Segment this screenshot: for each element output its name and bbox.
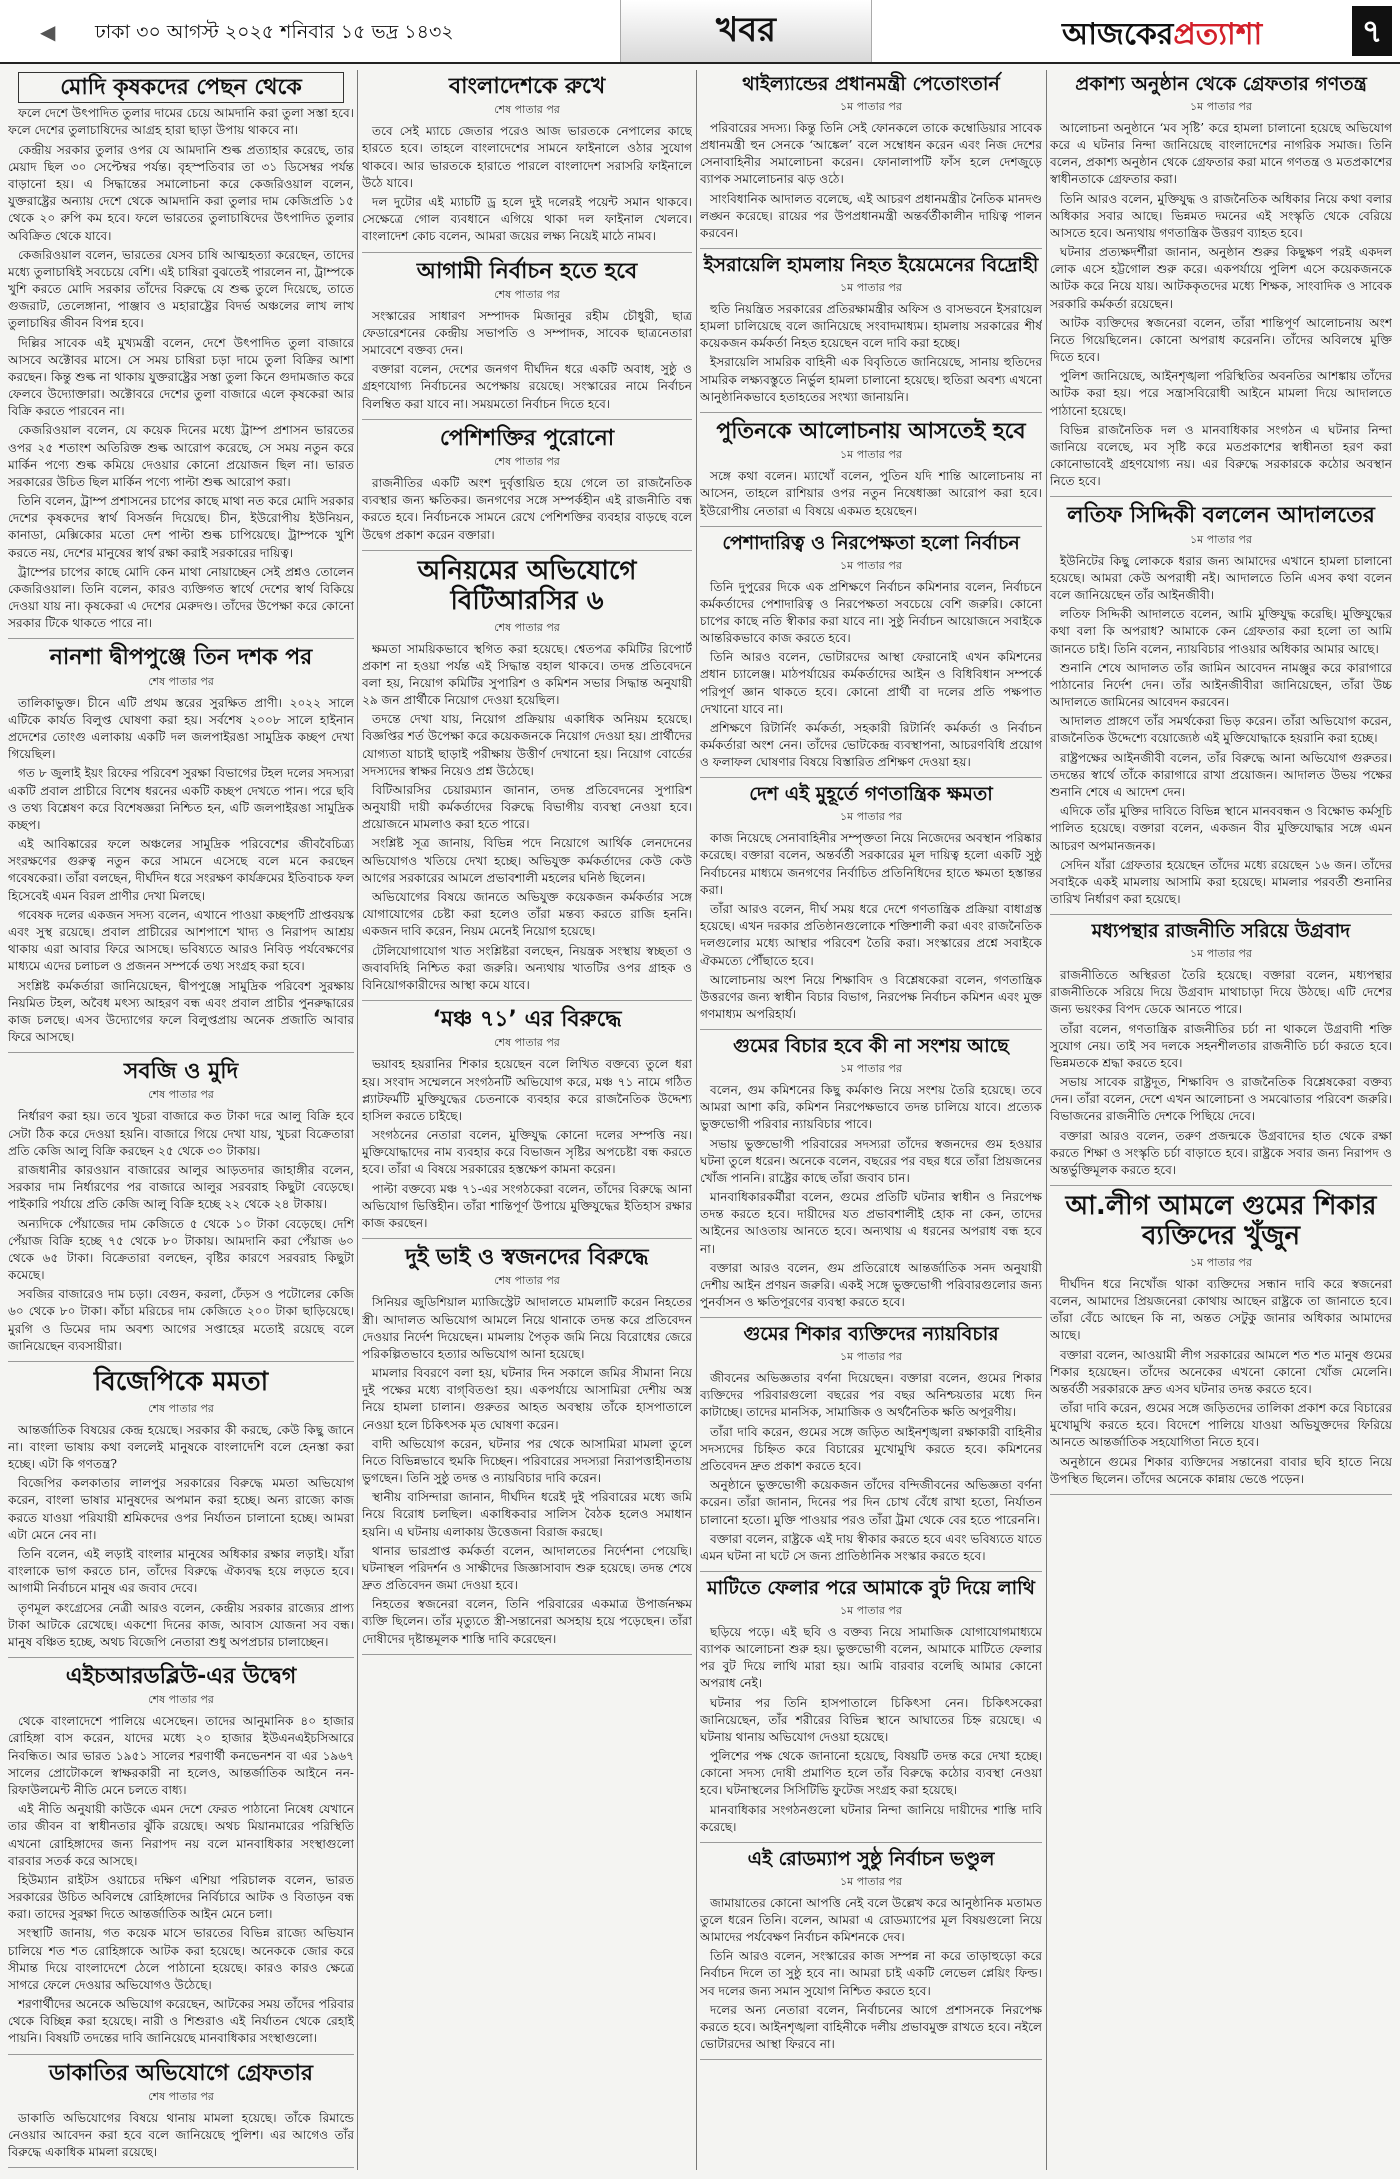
article [700,1324,1042,1572]
article-paragraph: আলোচনা অনুষ্ঠানে ‘মব সৃষ্টি’ করে হামলা চালানো হয়েছে অভিযোগ করে এ ঘটনার নিন্দা জানিয়েছে বাংলাদেশের নাগরিক সমাজ। তিনি বলেন, প্রকাশ্য অনুষ্ঠান থেকে গ্রেফতার করা মানে গণতন্ত্র ও মতপ্রকাশের স্বাধীনতাকে গ্রেফতার করা। [1050,120,1392,187]
article-paragraph: থেকে বাংলাদেশে পালিয়ে এসেছেন। তাদের আনুমানিক ৪০ হাজার রোহিঙ্গা বাস করেন, যাদের মধ্যে ২০ হাজার ইউএনএইচসিআরে নিবন্ধিত। আর ভারত ১৯৫১ সালের শরণার্থী কনভেনশন বা এর ১৯৬৭ সালের প্রোটোকলে স্বাক্ষরকারী না হলেও, আন্তর্জাতিক আইনে নন-রিফাউলমেন্ট নীতি মেনে চলতে বাধ্য। [8,1714,354,1797]
continuation-note: শেষ পাতার পর [494,1036,560,1050]
article-paragraph: লতিফ সিদ্দিকী আদালতে বলেন, আমি মুক্তিযুদ্ধ করেছি। মুক্তিযুদ্ধের কথা বলা কি অপরাধ? আমাকে কেন গ্রেফতার করা হলো তা আমি জানতে চাই। তিনি বলেন, ন্যায়বিচার পাওয়ার অধিকার আমার আছে। [1050,607,1392,656]
article-paragraph: তিনি বলেন, এই লড়াই বাংলার মানুষের অধিকার রক্ষার লড়াই। যাঁরা বাংলাকে ভাগ করতে চান, তাঁদের বিরুদ্ধে ঐক্যবদ্ধ হয়ে লড়তে হবে। আগামী নির্বাচনে মানুষ এর জবাব দেবে। [8,1546,354,1596]
article-body [700,1624,1042,1836]
article-paragraph: সিনিয়র জুডিশিয়াল ম্যাজিস্ট্রেট আদালতে মামলাটি করেন নিহতের স্ত্রী। আদালত অভিযোগ আমলে নিয়ে থানাকে তদন্ত করে প্রতিবেদন দেওয়ার নির্দেশ দিয়েছেন। মামলায় পৈতৃক জমি নিয়ে বিরোধের জেরে পরিকল্পিতভাবে হত্যার অভিযোগ আনা হয়েছে। [362,1295,692,1361]
masthead [0,0,1400,64]
article [700,1849,1042,2060]
article-paragraph: তিনি আরও বলেন, মুক্তিযুদ্ধ ও রাজনৈতিক অধিকার নিয়ে কথা বলার অধিকার সবার আছে। ভিন্নমত দমনের এই সংস্কৃতি থেকে বেরিয়ে আসতে হবে। অন্যথায় গণতান্ত্রিক উত্তরণ ব্যাহত হবে। [1050,191,1392,240]
article-body [8,1422,354,1651]
article-body [700,579,1042,772]
article-paragraph: পুলিশের পক্ষ থেকে জানানো হয়েছে, বিষয়টি তদন্ত করে দেখা হচ্ছে। কোনো সদস্য দোষী প্রমাণিত হলে তাঁর বিরুদ্ধে কঠোর ব্যবস্থা নেওয়া হবে। ঘটনাস্থলের সিসিটিভি ফুটেজ সংগ্রহ করা হয়েছে। [700,1749,1042,1798]
article [700,255,1042,413]
article-paragraph: এদিকে তাঁর মুক্তির দাবিতে বিভিন্ন স্থানে মানববন্ধন ও বিক্ষোভ কর্মসূচি পালিত হয়েছে। বক্তারা বলেন, একজন বীর মুক্তিযোদ্ধার সঙ্গে এমন আচরণ অপমানজনক। [1050,804,1392,853]
article-paragraph: সংশ্লিষ্ট কর্মকর্তারা জানিয়েছেন, দ্বীপপুঞ্জে সামুদ্রিক পরিবেশ সুরক্ষায় নিয়মিত টহল, অবৈধ মৎস্য আহরণ বন্ধ এবং প্রবাল প্রাচীর পুনরুদ্ধারের কাজ চলছে। এসব উদ্যোগের ফলে বিলুপ্তপ্রায় অনেক প্রজাতি আবার ফিরে আসছে। [8,978,354,1045]
continuation-note: ১ম পাতার পর [840,558,902,572]
article-paragraph: আটক ব্যক্তিদের স্বজনেরা বলেন, তাঁরা শান্তিপূর্ণ আলোচনায় অংশ নিতে গিয়েছিলেন। কোনো অপরাধ করেননি। তাঁদের অবিলম্বে মুক্তি দিতে হবে। [1050,315,1392,365]
article-paragraph: তিনি বলেন, ট্রাম্প প্রশাসনের চাপের কাছে মাথা নত করে মোদি সরকার দেশের কৃষকদের স্বার্থ বিসর্জন দিয়েছে। চীন, ইউরোপীয় ইউনিয়ন, কানাডা, মেক্সিকোর মতো দেশ পাল্টা শুল্ক চাপিয়েছে। ট্রাম্পকে খুশি করতে নয়, দেশের মানুষের স্বার্থ রক্ষা করাই সরকারের দায়িত্ব। [8,494,354,560]
article-body [700,301,1042,406]
continuation-note: ১ম পাতার পর [1190,947,1252,961]
column-4 [1050,70,1392,2170]
article-paragraph: বিভিন্ন রাজনৈতিক দল ও মানবাধিকার সংগঠন এ ঘটনার নিন্দা জানিয়ে বলেছে, মব সৃষ্টি করে মতপ্রকাশের স্বাধীনতা হরণ করা কোনোভাবেই গ্রহণযোগ্য নয়। এর বিরুদ্ধে সরকারকে কঠোর অবস্থান নিতে হবে। [1050,422,1392,489]
article-paragraph: তিনি আরও বলেন, সংস্কারের কাজ সম্পন্ন না করে তাড়াহুড়ো করে নির্বাচন দিলে তা সুষ্ঠু হবে না। আমরা চাই একটি লেভেল প্লেয়িং ফিল্ড। সব দলের জন্য সমান সুযোগ নিশ্চিত করতে হবে। [700,1949,1042,1998]
article [700,1578,1042,1843]
article-paragraph: বিজেপির কলকাতার লালপুর সরকারের বিরুদ্ধে মমতা অভিযোগ করেন, বাংলা ভাষার মানুষদের অপমান করা হচ্ছে। অন্য রাজ্যে কাজ করতে যাওয়া পরিযায়ী শ্রমিকদের ওপর নির্যাতন চালানো হচ্ছে। আমরা এটা মেনে নেব না। [8,1476,354,1542]
article-paragraph: দলের অন্য নেতারা বলেন, নির্বাচনের আগে প্রশাসনকে নিরপেক্ষ করতে হবে। আইনশৃঙ্খলা বাহিনীকে দলীয় প্রভাবমুক্ত রাখতে হবে। নইলে ভোটারদের আস্থা ফিরবে না। [700,2002,1042,2052]
article-paragraph: আন্তর্জাতিক বিষয়ের কেন্দ্র হয়েছে। সরকার কী করছে, কেউ কিছু জানে না। বাংলা ভাষায় কথা বললেই মানুষকে বাংলাদেশি বলে হেনস্তা করা হচ্ছে। এটা কি গণতন্ত্র? [8,1422,354,1472]
article-paragraph: হিউম্যান রাইটস ওয়াচের দক্ষিণ এশিয়া পরিচালক বলেন, ভারত সরকারের উচিত অবিলম্বে রোহিঙ্গাদের নির্বিচারে আটক ও বিতাড়ন বন্ধ করা। তাদের সুরক্ষা দিতে আন্তর্জাতিক আইন মেনে চলা। [8,1872,354,1922]
column-2 [362,70,692,2170]
article-body [8,1713,354,2047]
article-headline[interactable]: অনিয়মের অভিযোগে বিটিআরসির ৬ [417,555,637,616]
article-paragraph: তবে সেই ম্যাচে জেতার পরেও আজ ভারতকে নেপালের কাছে হারতে হবে। তাহলে বাংলাদেশের সামনে ফাইনালে ওঠার সুযোগ থাকবে। আর ভারতকে হারাতে পারলে বাংলাদেশ সরাসরি ফাইনালে উঠে যাবে। [362,124,692,190]
article-headline[interactable]: এইচআরডব্লিউ-এর উদ্বেগ [65,1664,297,1690]
article-headline[interactable]: থাইল্যান্ডের প্রধানমন্ত্রী পেতোংতার্ন [742,73,1000,95]
article-paragraph: ক্ষমতা সাময়িকভাবে স্থগিত করা হয়েছে। শ্বেতপত্র কমিটির রিপোর্ট প্রকাশ না হওয়া পর্যন্ত এই সিদ্ধান্ত বহাল থাকবে। তদন্ত প্রতিবেদনে বলা হয়, নিয়োগ কমিটির সুপারিশ ও কমিশন সভার সিদ্ধান্ত অনুযায়ী ২৯ জন প্রার্থীকে নিয়োগ দেওয়া হয়েছিল। [362,641,692,708]
article-body [700,1082,1042,1311]
article-paragraph: সংগঠনের নেতারা বলেন, মুক্তিযুদ্ধ কোনো দলের সম্পত্তি নয়। মুক্তিযোদ্ধাদের নাম ব্যবহার করে বিভাজন সৃষ্টির অপচেষ্টা বন্ধ করতে হবে। তাঁরা এ বিষয়ে সরকারের হস্তক্ষেপ কামনা করেন। [362,1128,692,1177]
article-headline[interactable]: মধ্যপন্থার রাজনীতি সরিয়ে উগ্রবাদ [1091,920,1351,943]
continuation-note: ১ম পাতার পর [840,1062,902,1076]
article [700,533,1042,779]
article-body [362,308,692,413]
article [8,72,354,639]
article-body [1050,967,1392,1179]
continuation-note: ১ম পাতার পর [840,280,902,294]
article-body [8,695,354,1046]
article-paragraph: তিনি দুপুরের দিকে এক প্রশিক্ষণে নির্বাচন কমিশনার বলেন, নির্বাচনে কর্মকর্তাদের পেশাদারিত্ব ও নিরপেক্ষতা সবচেয়ে বেশি জরুরি। কোনো চাপের কাছে নতি স্বীকার করা যাবে না। সুষ্ঠু নির্বাচন আয়োজনে সবাইকে আন্তরিকভাবে কাজ করতে হবে। [700,579,1042,646]
article-headline[interactable]: লতিফ সিদ্দিকী বললেন আদালতের [1067,503,1375,529]
article-paragraph: কেজরিওয়াল বলেন, ভারতের যেসব চাষি আত্মহত্যা করেছেন, তাদের মধ্যে তুলাচাষিই সবচেয়ে বেশি। এই চাষিরা বুঝতেই পারলেন না, ট্রাম্পকে খুশি করতে মোদি সরকার তাঁদের বিরুদ্ধে যে শুল্ক তুলে দিয়েছে, তাতে গুজরাট, তেলেঙ্গানা, পাঞ্জাব ও মহারাষ্ট্রের বিদর্ভ অঞ্চলের লাখ লাখ তুলাচাষির জীবন বিপন্ন হবে। [8,247,354,331]
article-paragraph: অনুষ্ঠানে ভুক্তভোগী কয়েকজন তাঁদের বন্দিজীবনের অভিজ্ঞতা বর্ণনা করেন। তাঁরা জানান, দিনের পর দিন চোখ বেঁধে রাখা হতো, নির্যাতন চালানো হতো। মুক্তি পাওয়ার পরও তাঁরা ট্রমা থেকে বের হতে পারেননি। [700,1478,1042,1527]
article [1050,503,1392,915]
newspaper-logo [1062,10,1262,61]
article-body [362,475,692,544]
continuation-note: শেষ পাতার পর [494,287,560,301]
article-body [8,105,354,632]
article-paragraph: মানবাধিকারকর্মীরা বলেন, গুমের প্রতিটি ঘটনার স্বাধীন ও নিরপেক্ষ তদন্ত করতে হবে। দায়ীদের যত প্রভাবশালীই হোক না কেন, তাদের আইনের আওতায় আনতে হবে। অন্যথায় এ ধরনের অপরাধ বন্ধ হবে না। [700,1190,1042,1256]
article [700,74,1042,249]
column-divider [696,70,697,2170]
article-paragraph: জীবনের অভিজ্ঞতার বর্ণনা দিয়েছেন। বক্তারা বলেন, গুমের শিকার ব্যক্তিদের পরিবারগুলো বছরের পর বছর অনিশ্চয়তার মধ্যে দিন কাটাচ্ছে। তাদের মানসিক, সামাজিক ও অর্থনৈতিক ক্ষতি অপূরণীয়। [700,1371,1042,1420]
article-paragraph: বক্তারা বলেন, আওয়ামী লীগ সরকারের আমলে শত শত মানুষ গুমের শিকার হয়েছেন। তাঁদের অনেকের এখনো কোনো খোঁজ মেলেনি। অন্তর্বর্তী সরকারকে দ্রুত এসব ঘটনার তদন্ত করতে হবে। [1050,1347,1392,1396]
article-paragraph: তিনি আরও বলেন, ভোটারদের আস্থা ফেরানোই এখন কমিশনের প্রধান চ্যালেঞ্জ। মাঠপর্যায়ের কর্মকর্তাদের আইন ও বিধিবিধান সম্পর্কে পরিপূর্ণ জ্ঞান থাকতে হবে। কোনো প্রার্থী বা দলের প্রতি পক্ষপাত দেখানো যাবে না। [700,650,1042,716]
article-paragraph: সভায় সাবেক রাষ্ট্রদূত, শিক্ষাবিদ ও রাজনৈতিক বিশ্লেষকেরা বক্তব্য দেন। তাঁরা বলেন, দেশে এখন আলোচনা ও সমঝোতার পরিবেশ জরুরি। বিভাজনের রাজনীতি দেশকে পিছিয়ে দেবে। [1050,1075,1392,1124]
article-paragraph: দিল্লির সাবেক এই মুখ্যমন্ত্রী বলেন, দেশে উৎপাদিত তুলা বাজারে আসবে অক্টোবর মাসে। সে সময় চাষিরা চড়া দামে তুলা বিক্রির আশা করছেন। কিন্তু শুল্ক না থাকায় যুক্তরাষ্ট্রের সস্তা তুলা কিনে গুদামজাত করে ফেলবে উদ্যোক্তারা। অক্টোবরে দেশের তুলা বাজারে এলে কৃষকেরা আর বিক্রি করতে পারবেন না। [8,335,354,419]
issue-date: ঢাকা ৩০ আগস্ট ২০২৫ শনিবার ১৫ ভদ্র ১৪৩২ [95,21,454,43]
article-paragraph: মানবাধিকার সংগঠনগুলো ঘটনার নিন্দা জানিয়ে দায়ীদের শাস্তি দাবি করেছে। [700,1802,1042,1834]
article-paragraph: অন্যদিকে পেঁয়াজের দাম কেজিতে ৫ থেকে ১০ টাকা বেড়েছে। দেশি পেঁয়াজ বিক্রি হচ্ছে ৭৫ থেকে ৮০ টাকায়। আমদানি করা পেঁয়াজ ৬০ থেকে ৬৫ টাকা। বিক্রেতারা বলছেন, বৃষ্টির কারণে সরবরাহ কিছুটা কমেছে। [8,1216,354,1283]
article-paragraph: টেলিযোগাযোগ খাত সংশ্লিষ্টরা বলছেন, নিয়ন্ত্রক সংস্থায় স্বচ্ছতা ও জবাবদিহি নিশ্চিত করা জরুরি। অন্যথায় খাতটির ওপর গ্রাহক ও বিনিয়োগকারীদের আস্থা কমে যাবে। [362,943,692,992]
article-paragraph: বিটিআরসির চেয়ারম্যান জানান, তদন্ত প্রতিবেদনের সুপারিশ অনুযায়ী দায়ী কর্মকর্তাদের বিরুদ্ধে বিভাগীয় ব্যবস্থা নেওয়া হবে। প্রয়োজনে মামলাও করা হতে পারে। [362,782,692,832]
article-headline[interactable]: ডাকাতির অভিযোগে গ্রেফতার [49,2060,313,2086]
article-paragraph: এই আবিষ্কারের ফলে অঞ্চলের সামুদ্রিক পরিবেশের জীববৈচিত্র্য সংরক্ষণের গুরুত্ব নতুন করে সামনে এসেছে বলে মনে করছেন গবেষকেরা। তাঁরা বলছেন, দীর্ঘদিন ধরে সংরক্ষণ কার্যক্রমের ইতিবাচক ফল হিসেবেই এমন বিরল প্রাণীর দেখা মিলছে। [8,837,354,903]
article-headline[interactable]: নানশা দ্বীপপুঞ্জে তিন দশক পর [49,645,313,671]
article-paragraph: ডাকাতি অভিযোগের বিষয়ে থানায় মামলা হয়েছে। তাঁকে রিমান্ডে নেওয়ার আবেদন করা হবে বলে জানিয়েছে পুলিশ। এর আগেও তাঁর বিরুদ্ধে একাধিক মামলা রয়েছে। [8,2110,354,2160]
continuation-note: শেষ পাতার পর [494,103,560,117]
article-paragraph: তাঁরা আরও বলেন, দীর্ঘ সময় ধরে দেশে গণতান্ত্রিক প্রক্রিয়া বাধাগ্রস্ত হয়েছে। এখন দরকার প্রতিষ্ঠানগুলোকে শক্তিশালী করা এবং রাজনৈতিক দলগুলোর মধ্যে আস্থার পরিবেশ তৈরি করা। সংস্কারের প্রশ্নে সবাইকে ঐকমত্যে পৌঁছাতে হবে। [700,902,1042,968]
article-paragraph: গত ৮ জুলাই ইয়ং রিফের পরিবেশ সুরক্ষা বিভাগের টহল দলের সদস্যরা একটি প্রবাল প্রাচীরে বিশেষ ধরনের একটি কচ্ছপ দেখতে পান। পরে ছবি ও তথ্য বিশ্লেষণ করে বিশেষজ্ঞরা নিশ্চিত হন, এটি জলপাইরঙা সামুদ্রিক কচ্ছপ। [8,766,354,832]
column-divider [1046,70,1047,2170]
continuation-note: ১ম পাতার পর [840,99,902,113]
continuation-note: ১ম পাতার পর [840,1603,902,1617]
article-paragraph: বাদী অভিযোগ করেন, ঘটনার পর থেকে আসামিরা মামলা তুলে নিতে বিভিন্নভাবে হুমকি দিচ্ছেন। পরিবারের সদস্যরা নিরাপত্তাহীনতায় ভুগছেন। তিনি সুষ্ঠু তদন্ত ও ন্যায়বিচার দাবি করেন। [362,1436,692,1486]
article-paragraph: সেদিন যাঁরা গ্রেফতার হয়েছেন তাঁদের মধ্যে রয়েছেন ১৬ জন। তাঁদের সবাইকে একই মামলায় আসামি করা হয়েছে। মামলার পরবর্তী শুনানির তারিখ নির্ধারণ করা হয়েছে। [1050,857,1392,907]
article-headline[interactable]: দুই ভাই ও স্বজনদের বিরুদ্ধে [405,1245,649,1271]
article-paragraph: হুতি নিয়ন্ত্রিত সরকারের প্রতিরক্ষামন্ত্রীর অফিস ও বাসভবনে ইসরায়েল হামলা চালিয়েছে বলে জানিয়েছে সংবাদমাধ্যম। হামলায় সরকারের শীর্ষ কয়েকজন কর্মকর্তা নিহত হয়েছেন বলে দাবি করা হচ্ছে। [700,301,1042,351]
article-body [1050,553,1392,908]
article-paragraph: দীর্ঘদিন ধরে নিখোঁজ থাকা ব্যক্তিদের সন্ধান দাবি করে স্বজনেরা বলেন, আমাদের প্রিয়জনেরা কোথায় আছেন রাষ্ট্রকে তা জানাতে হবে। তাঁরা বেঁচে আছেন কি না, অন্তত সেটুকু জানার অধিকার আমাদের আছে। [1050,1276,1392,1343]
section-title: খবর [620,0,872,62]
article-paragraph: ইসরায়েলি সামরিক বাহিনী এক বিবৃতিতে জানিয়েছে, সানায় হুতিদের সামরিক লক্ষ্যবস্তুতে নির্ভুল হামলা চালানো হয়েছে। হুতিরা অবশ্য এখনো আনুষ্ঠানিকভাবে হতাহতের সংখ্যা জানায়নি। [700,355,1042,404]
article-paragraph: তাঁরা দাবি করেন, গুমের সঙ্গে জড়িতদের তালিকা প্রকাশ করে বিচারের মুখোমুখি করতে হবে। বিদেশে পালিয়ে যাওয়া অভিযুক্তদের ফিরিয়ে আনতে আন্তর্জাতিক সহযোগিতা নিতে হবে। [1050,1401,1392,1450]
article-paragraph: বক্তারা আরও বলেন, গুম প্রতিরোধে আন্তর্জাতিক সনদ অনুযায়ী দেশীয় আইন প্রণয়ন জরুরি। একই সঙ্গে ভুক্তভোগী পরিবারগুলোর জন্য পুনর্বাসন ও ক্ষতিপূরণের ব্যবস্থা করতে হবে। [700,1260,1042,1310]
column-1 [8,70,354,2170]
article [362,259,692,420]
article-paragraph: সঙ্গে কথা বলেন। ম্যাখোঁ বলেন, পুতিন যদি শান্তি আলোচনায় না আসেন, তাহলে রাশিয়ার ওপর নতুন নিষেধাজ্ঞা আরোপ করা হবে। ইউরোপীয় নেতারা এ বিষয়ে একমত হয়েছেন। [700,469,1042,518]
continuation-note: ১ম পাতার পর [840,810,902,824]
article [1050,74,1392,497]
article-paragraph: ভয়াবহ হয়রানির শিকার হয়েছেন বলে লিখিত বক্তব্যে তুলে ধরা হয়। সংবাদ সম্মেলনে সংগঠনটি অভিযোগ করে, মঞ্চ ৭১ নামে গঠিত প্ল্যাটফর্মটি মুক্তিযুদ্ধের চেতনাকে ব্যবহার করে রাজনৈতিক উদ্দেশ্য হাসিল করতে চাইছে। [362,1057,692,1123]
article-paragraph: বলেন, গুম কমিশনের কিছু কর্মকাণ্ড নিয়ে সংশয় তৈরি হয়েছে। তবে আমরা আশা করি, কমিশন নিরপেক্ষভাবে তদন্ত চালিয়ে যাবে। প্রত্যেক ভুক্তভোগী পরিবার ন্যায়বিচার পাবে। [700,1083,1042,1132]
article-headline[interactable]: গুমের বিচার হবে কী না সংশয় আছে [733,1035,1009,1058]
article-paragraph: বক্তারা বলেন, দেশের জনগণ দীর্ঘদিন ধরে একটি অবাধ, সুষ্ঠু ও গ্রহণযোগ্য নির্বাচনের অপেক্ষায় রয়েছে। সংস্কারের নামে নির্বাচন বিলম্বিত করা যাবে না। সময়মতো নির্বাচন দিতে হবে। [362,362,692,411]
article-paragraph: ঘটনার প্রত্যক্ষদর্শীরা জানান, অনুষ্ঠান শুরুর কিছুক্ষণ পরই একদল লোক এসে হট্টগোল শুরু করে। একপর্যায়ে পুলিশ এসে কয়েকজনকে আটক করে নিয়ে যায়। আটককৃতদের মধ্যে শিক্ষক, সাংবাদিক ও সাবেক সরকারি কর্মকর্তা রয়েছেন। [1050,245,1392,311]
article-paragraph: তাঁরা দাবি করেন, গুমের সঙ্গে জড়িত আইনশৃঙ্খলা রক্ষাকারী বাহিনীর সদস্যদের চিহ্নিত করে বিচারের মুখোমুখি করতে হবে। কমিশনের প্রতিবেদন দ্রুত প্রকাশ করতে হবে। [700,1424,1042,1473]
continuation-note: ১ম পাতার পর [840,1350,902,1364]
article-body [1050,1276,1392,1488]
article-paragraph: রাষ্ট্রপক্ষের আইনজীবী বলেন, তাঁর বিরুদ্ধে আনা অভিযোগ গুরুতর। তদন্তের স্বার্থে তাঁকে কারাগারে রাখা প্রয়োজন। আদালত উভয় পক্ষের শুনানি শেষে এ আদেশ দেন। [1050,750,1392,799]
article [8,1368,354,1658]
article-body [362,641,692,994]
article-paragraph: দল দুটোর এই ম্যাচটি ড্র হলে দুই দলেরই পয়েন্ট সমান থাকবে। সেক্ষেত্রে গোল ব্যবধানে এগিয়ে থাকা দল ফাইনাল খেলবে। বাংলাদেশ কোচ বলেন, আমরা জয়ের লক্ষ্য নিয়েই মাঠে নামব। [362,194,692,244]
article-paragraph: মামলার বিবরণে বলা হয়, ঘটনার দিন সকালে জমির সীমানা নিয়ে দুই পক্ষের মধ্যে বাগ্‌বিতণ্ডা হয়। একপর্যায়ে আসামিরা দেশীয় অস্ত্র নিয়ে হামলা চালান। গুরুতর আহত অবস্থায় তাঁকে হাসপাতালে নেওয়া হলে চিকিৎসক মৃত ঘোষণা করেন। [362,1366,692,1432]
article-headline[interactable]: ইসরায়েলি হামলায় নিহত ইয়েমেনের বিদ্রোহী [703,254,1039,277]
article-paragraph: অভিযোগের বিষয়ে জানতে অভিযুক্ত কয়েকজন কর্মকর্তার সঙ্গে যোগাযোগের চেষ্টা করা হলেও তাঁরা মন্তব্য করতে রাজি হননি। একজন দাবি করেন, নিয়ম মেনেই নিয়োগ হয়েছে। [362,890,692,939]
continuation-note: শেষ পাতার পর [148,1088,214,1102]
article-body [700,830,1042,1023]
article [8,645,354,1053]
article-body [700,1370,1042,1565]
article-headline[interactable]: পেশিশক্তির পুরোনো [439,425,615,451]
article-headline[interactable]: বাংলাদেশকে রুখে [448,74,606,99]
article-paragraph: বক্তারা বলেন, রাষ্ট্রকে এই দায় স্বীকার করতে হবে এবং ভবিষ্যতে যাতে এমন ঘটনা না ঘটে সে জন্য প্রাতিষ্ঠানিক সংস্কার করতে হবে। [700,1531,1042,1563]
continuation-note: শেষ পাতার পর [148,1693,214,1707]
article-headline[interactable]: পেশাদারিত্ব ও নিরপেক্ষতা হলো নির্বাচন [722,531,1020,554]
article-paragraph: সবজির বাজারেও দাম চড়া। বেগুন, করলা, ঢেঁড়স ও পটোলের কেজি ৬০ থেকে ৮০ টাকা। কাঁচা মরিচের দাম কেজিতে ২০০ টাকা ছাড়িয়েছে। মুরগি ও ডিমের দাম অবশ্য আগের সপ্তাহের মতোই রয়েছে বলে জানিয়েছেন ব্যবসায়ীরা। [8,1287,354,1353]
logo-part-1: আজকের [1062,17,1174,52]
article-body [8,2110,354,2162]
article [700,1036,1042,1318]
article-paragraph: পরিবারের সদস্য। কিন্তু তিনি সেই ফোনকলে তাকে কম্বোডিয়ার সাবেক প্রধানমন্ত্রী হুন সেনকে ‘আঙ্কেল’ বলে সম্বোধন করেন এবং নিজ দেশের সেনাবাহিনীর সমালোচনা করেন। ফোনালাপটি ফাঁস হলে দেশজুড়ে ব্যাপক সমালোচনার ঝড় ওঠে। [700,120,1042,187]
article-paragraph: নিহতের স্বজনেরা বলেন, তিনি পরিবারের একমাত্র উপার্জনক্ষম ব্যক্তি ছিলেন। তাঁর মৃত্যুতে স্ত্রী-সন্তানেরা অসহায় হয়ে পড়েছেন। তাঁরা দোষীদের দৃষ্টান্তমূলক শাস্তি দাবি করেছেন। [362,1597,692,1646]
continuation-note: শেষ পাতার পর [148,674,214,688]
article-headline[interactable]: মোদি কৃষকদের পেছন থেকে [18,72,344,103]
article-paragraph: সংস্থাটি জানায়, গত কয়েক মাসে ভারতের বিভিন্ন রাজ্যে অভিযান চালিয়ে শত শত রোহিঙ্গাকে আটক করা হয়েছে। অনেককে জোর করে সীমান্ত দিয়ে বাংলাদেশে ঠেলে পাঠানো হয়েছে। কারও কারও ক্ষেত্রে সাগরে ফেলে দেওয়ার অভিযোগও উঠেছে। [8,1926,354,1992]
continuation-note: ১ম পাতার পর [1190,99,1252,113]
article-headline[interactable]: ‘মঞ্চ ৭১’ এর বিরুদ্ধে [432,1007,622,1033]
article-paragraph: সভায় ভুক্তভোগী পরিবারের সদস্যরা তাঁদের স্বজনদের গুম হওয়ার ঘটনা তুলে ধরেন। অনেকে বলেন, বছরের পর বছর ধরে তাঁরা প্রিয়জনের খোঁজ পাননি। রাষ্ট্রের কাছে তাঁরা জবাব চান। [700,1136,1042,1185]
article-paragraph: তাঁরা বলেন, গণতান্ত্রিক রাজনীতির চর্চা না থাকলে উগ্রবাদী শক্তি সুযোগ নেয়। তাই সব দলকে সহনশীলতার রাজনীতি চর্চা করতে হবে। ভিন্নমতকে শ্রদ্ধা করতে হবে। [1050,1021,1392,1070]
article-body [700,1895,1042,2054]
article-paragraph: কেজরিওয়াল বলেন, যে কয়েক দিনের মধ্যে ট্রাম্প প্রশাসন ভারতের ওপর ২৫ শতাংশ অতিরিক্ত শুল্ক আরোপ করেছে, সে সময় নতুন করে মার্কিন পণ্যে শুল্ক কমিয়ে দেওয়ার কোনো প্রয়োজন ছিল না। ভারত সরকারের উচিত ছিল মার্কিন পণ্যে পাল্টা শুল্ক আরোপ করা। [8,423,354,489]
article [362,557,692,1001]
continuation-note: ১ম পাতার পর [840,448,902,462]
article [1050,1192,1392,1495]
page-number: ৭ [1352,6,1392,56]
article [362,1007,692,1239]
article-paragraph: পুলিশ জানিয়েছে, আইনশৃঙ্খলা পরিস্থিতির অবনতির আশঙ্কায় তাঁদের আটক করা হয়। পরে সন্ত্রাসবিরোধী আইনে মামলা দিয়ে আদালতে পাঠানো হয়েছে। [1050,369,1392,418]
article-headline[interactable]: গুমের শিকার ব্যক্তিদের ন্যায়বিচার [743,1323,999,1346]
column-3 [700,70,1042,2170]
article-paragraph: রাজনীতিতে অস্থিরতা তৈরি হয়েছে। বক্তারা বলেন, মধ্যপন্থার রাজনীতিকে সরিয়ে দিয়ে উগ্রবাদ মাথাচাড়া দিয়ে উঠছে। এটি দেশের জন্য ভয়ংকর বিপদ ডেকে আনতে পারে। [1050,968,1392,1017]
continuation-note: ১ম পাতার পর [840,1874,902,1888]
page-curl-icon: ◀ [40,20,56,44]
article-paragraph: রাজনীতির একটি অংশ দুর্বৃত্তায়িত হয়ে গেলে তা রাজনৈতিক ব্যবস্থার জন্য ক্ষতিকর। জনগণের সঙ্গে সম্পর্কহীন এই রাজনীতি বন্ধ করতে হবে। নির্বাচনকে সামনে রেখে পেশিশক্তির ব্যবহার বাড়ছে বলে উদ্বেগ প্রকাশ করেন বক্তারা। [362,476,692,542]
article-paragraph: কাজ নিয়েছে সেনাবাহিনীর সম্পৃক্ততা নিয়ে নিজেদের অবস্থান পরিষ্কার করেছে। বক্তারা বলেন, অন্তর্বর্তী সরকারের মূল দায়িত্ব হলো একটি সুষ্ঠু নির্বাচনের মাধ্যমে জনগণের নির্বাচিত প্রতিনিধিদের হাতে ক্ষমতা হস্তান্তর করা। [700,831,1042,897]
article-paragraph: আদালত প্রাঙ্গণে তাঁর সমর্থকেরা ভিড় করেন। তাঁরা অভিযোগ করেন, রাজনৈতিক উদ্দেশ্যে বয়োজ্যেষ্ঠ এই মুক্তিযোদ্ধাকে হয়রানি করা হচ্ছে। [1050,714,1392,746]
article-paragraph: পাল্টা বক্তব্যে মঞ্চ ৭১-এর সংগঠকেরা বলেন, তাঁদের বিরুদ্ধে আনা অভিযোগ ভিত্তিহীন। তাঁরা শান্তিপূর্ণ উপায়ে মুক্তিযুদ্ধের ইতিহাস রক্ষার কাজ করছেন। [362,1181,692,1230]
article-paragraph: স্থানীয় বাসিন্দারা জানান, দীর্ঘদিন ধরেই দুই পরিবারের মধ্যে জমি নিয়ে বিরোধ চলছিল। একাধিকবার সালিস বৈঠক হলেও সমাধান হয়নি। এ ঘটনায় এলাকায় উত্তেজনা বিরাজ করছে। [362,1490,692,1539]
article-headline[interactable]: এই রোডম্যাপ সুষ্ঠু নির্বাচন ভণ্ডুল [747,1847,995,1870]
article-paragraph: গবেষক দলের একজন সদস্য বলেন, এখানে পাওয়া কচ্ছপটি প্রাপ্তবয়স্ক এবং সুস্থ রয়েছে। প্রবাল প্রাচীরের আশপাশে খাদ্য ও নিরাপদ আশ্রয় থাকায় এরা আবার ফিরে আসছে। ভবিষ্যতে আরও নিবিড় পর্যবেক্ষণের মাধ্যমে এদের চলাচল ও প্রজনন সম্পর্কে তথ্য সংগ্রহ করা হবে। [8,907,354,974]
article-paragraph: নির্ধারণ করা হয়। তবে খুচরা বাজারে কত টাকা দরে আলু বিক্রি হবে সেটা ঠিক করে দেওয়া হয়নি। বাজারে গিয়ে দেখা যায়, খুচরা বিক্রেতারা প্রতি কেজি আলু বিক্রি করছেন ২৫ থেকে ৩০ টাকায়। [8,1109,354,1158]
article-paragraph: জামায়াতের কোনো আপত্তি নেই বলে উল্লেখ করে আনুষ্ঠানিক মতামত তুলে ধরেন তিনি। বলেন, আমরা এ রোডম্যাপের মূল বিষয়গুলো নিয়ে আমাদের পর্যবেক্ষণ নির্বাচন কমিশনকে দেব। [700,1895,1042,1945]
article-paragraph: শরণার্থীদের অনেকে অভিযোগ করেছেন, আটকের সময় তাঁদের পরিবার থেকে বিচ্ছিন্ন করা হয়েছে। নারী ও শিশুরাও এই নির্যাতন থেকে রেহাই পায়নি। বিষয়টি তদন্তের দাবি জানিয়েছে মানবাধিকার সংস্থাগুলো। [8,1997,354,2046]
article-headline[interactable]: প্রকাশ্য অনুষ্ঠান থেকে গ্রেফতার গণতন্ত্র [1075,73,1367,95]
article-paragraph: এই নীতি অনুযায়ী কাউকে এমন দেশে ফেরত পাঠানো নিষেধ যেখানে তার জীবন বা স্বাধীনতার ঝুঁকি রয়েছে। অথচ মিয়ানমারের পরিস্থিতি এখনো রোহিঙ্গাদের জন্য নিরাপদ নয় বলে মানবাধিকার সংস্থাগুলো বারবার সতর্ক করে আসছে। [8,1802,354,1868]
article [362,426,692,551]
continuation-note: শেষ পাতার পর [148,2089,214,2103]
article-paragraph: সংশ্লিষ্ট সূত্র জানায়, বিভিন্ন পদে নিয়োগে আর্থিক লেনদেনের অভিযোগও খতিয়ে দেখা হচ্ছে। অভিযুক্ত কর্মকর্তাদের কেউ কেউ আগের সরকারের আমলে প্রভাবশালী মহলের ঘনিষ্ঠ ছিলেন। [362,836,692,885]
column-divider [357,70,358,2170]
continuation-note: শেষ পাতার পর [494,620,560,634]
continuation-note: শেষ পাতার পর [494,455,560,469]
article-paragraph: ছড়িয়ে পড়ে। এই ছবি ও বক্তব্য নিয়ে সামাজিক যোগাযোগমাধ্যমে ব্যাপক আলোচনা শুরু হয়। ভুক্তভোগী বলেন, আমাকে মাটিতে ফেলার পর বুট দিয়ে লাথি মারা হয়। আমি বারবার বলেছি আমার কোনো অপরাধ নেই। [700,1624,1042,1691]
article-headline[interactable]: সবজি ও মুদি [123,1059,239,1085]
article-paragraph: ফলে দেশে উৎপাদিত তুলার দামের চেয়ে আমদানি করা তুলা সস্তা হবে। ফলে দেশের তুলাচাষিদের আগ্রহ হারা ছাড়া উপায় থাকবে না। [8,106,354,138]
article-paragraph: তদন্তে দেখা যায়, নিয়োগ প্রক্রিয়ায় একাধিক অনিয়ম হয়েছে। বিজ্ঞপ্তির শর্ত উপেক্ষা করে কয়েকজনকে নিয়োগ দেওয়া হয়। প্রার্থীদের যোগ্যতা যাচাই ছাড়াই পরীক্ষায় উত্তীর্ণ দেখানো হয়। নিয়োগ বোর্ডের সদস্যদের স্বাক্ষর নিয়েও প্রশ্ন উঠেছে। [362,712,692,778]
article-headline[interactable]: মাটিতে ফেলার পরে আমাকে বুট দিয়ে লাথি [707,1577,1035,1600]
article-paragraph: তালিকাভুক্ত। চীনে এটি প্রথম স্তরের সুরক্ষিত প্রাণী। ২০২২ সালে এটিকে কার্যত বিলুপ্ত ঘোষণা করা হয়। সর্বশেষ ২০০৮ সালে হাইনান প্রদেশের তোংগু এলাকায় একটি দল জলপাইরঙা সামুদ্রিক কচ্ছপ দেখা গিয়েছিল। [8,695,354,762]
article-body [700,120,1042,242]
article-headline[interactable]: পুতিনকে আলোচনায় আসতেই হবে [716,418,1026,444]
article-headline[interactable]: আ.লীগ আমলে গুমের শিকার ব্যক্তিদের খুঁজুন [1065,1191,1377,1251]
article-body [8,1108,354,1354]
continuation-note: ১ম পাতার পর [1190,532,1252,546]
article-paragraph: শুনানি শেষে আদালত তাঁর জামিন আবেদন নামঞ্জুর করে কারাগারে পাঠানোর নির্দেশ দেন। তাঁর আইনজীবীরা জানিয়েছেন, তাঁরা উচ্চ আদালতে জামিনের আবেদন করবেন। [1050,660,1392,710]
article [1050,921,1392,1186]
article-body [362,1056,692,1232]
article-headline[interactable]: বিজেপিকে মমতা [93,1366,269,1397]
continuation-note: ১ম পাতার পর [1190,1255,1252,1269]
article-body [362,1294,692,1647]
article-paragraph: সাংবিধানিক আদালত বলেছে, এই আচরণ প্রধানমন্ত্রীর নৈতিক মানদণ্ড লঙ্ঘন করেছে। রায়ের পর উপপ্রধানমন্ত্রী অন্তর্বর্তীকালীন দায়িত্ব পালন করবেন। [700,191,1042,240]
article-paragraph: বক্তারা আরও বলেন, তরুণ প্রজন্মকে উগ্রবাদের হাত থেকে রক্ষা করতে শিক্ষা ও সংস্কৃতি চর্চা বাড়াতে হবে। রাষ্ট্রকে সবার জন্য নিরাপদ ও অন্তর্ভুক্তিমূলক করতে হবে। [1050,1128,1392,1177]
article-paragraph: ইউনিটের কিছু লোককে ধরার জন্য আমাদের এখানে হামলা চালানো হয়েছে। আমরা কেউ অপরাধী নই। আদালতে তিনি এসব কথা বলেন বলে জানিয়েছেন তাঁর আইনজীবী। [1050,553,1392,603]
article-paragraph: কেন্দ্রীয় সরকার তুলার ওপর যে আমদানি শুল্ক প্রত্যাহার করেছে, তার মেয়াদ ছিল ৩০ সেপ্টেম্বর পর্যন্ত। বৃহস্পতিবার তা ৩১ ডিসেম্বর পর্যন্ত বাড়ানো হয়। এ সিদ্ধান্তের সমালোচনা করে কেজরিওয়াল বলেন, যুক্তরাষ্ট্রের অন্যায় দেশে থেকে আমদানি করা তুলার দাম কেজিপ্রতি ১৫ থেকে ২০ রুপি কম হবে। ফলে ভারতের তুলাচাষিদের উৎপাদিত তুলার অবিক্রিত থেকে যাবে। [8,142,354,243]
continuation-note: শেষ পাতার পর [148,1401,214,1415]
continuation-note: শেষ পাতার পর [494,1274,560,1288]
article-paragraph: ঘটনার পর তিনি হাসপাতালে চিকিৎসা নেন। চিকিৎসকেরা জানিয়েছেন, তাঁর শরীরের বিভিন্ন স্থানে আঘাতের চিহ্ন রয়েছে। এ ঘটনায় থানায় অভিযোগ দেওয়া হয়েছে। [700,1695,1042,1744]
article-headline[interactable]: দেশ এই মুহূর্তে গণতান্ত্রিক ক্ষমতা [749,783,993,806]
logo-part-2: প্রত্যাশা [1173,17,1263,52]
article-paragraph: তৃণমূল কংগ্রেসের নেত্রী আরও বলেন, কেন্দ্রীয় সরকার রাজ্যের প্রাপ্য টাকা আটকে রেখেছে। একশো দিনের কাজ, আবাস যোজনা সব বন্ধ। মানুষ বঞ্চিত হচ্ছে, অথচ বিজেপি নেতারা শুধু অপপ্রচার চালাচ্ছেন। [8,1600,354,1649]
article-paragraph: ট্রাম্পের চাপের কাছে মোদি কেন মাথা নোয়াচ্ছেন সেই প্রশ্নও তোলেন কেজরিওয়াল। তিনি বলেন, কারও ব্যক্তিগত স্বার্থে দেশের স্বার্থ বিকিয়ে দেওয়া যায় না। কৃষকেরা এ দেশের মেরুদণ্ড। তাঁদের উপেক্ষা করে কোনো সরকার টিকে থাকতে পারে না। [8,564,354,631]
article-paragraph: অনুষ্ঠানে গুমের শিকার ব্যক্তিদের সন্তানেরা বাবার ছবি হাতে নিয়ে উপস্থিত ছিলেন। তাঁদের অনেকে কান্নায় ভেঙে পড়েন। [1050,1454,1392,1486]
article-body [1050,120,1392,491]
article-paragraph: সংস্কারের সাধারণ সম্পাদক মিজানুর রহীম চৌধুরী, ছাত্র ফেডারেশনের কেন্দ্রীয় সভাপতি ও সম্পাদক, সাবেক ছাত্রনেতারা সমাবেশে বক্তব্য দেন। [362,308,692,358]
article [8,1059,354,1362]
article-paragraph: থানার ভারপ্রাপ্ত কর্মকর্তা বলেন, আদালতের নির্দেশনা পেয়েছি। ঘটনাস্থল পরিদর্শন ও সাক্ষীদের জিজ্ঞাসাবাদ শুরু হয়েছে। তদন্ত শেষে দ্রুত প্রতিবেদন জমা দেওয়া হবে। [362,1543,692,1593]
article [700,419,1042,527]
article [8,1664,354,2055]
article [362,74,692,253]
article-headline[interactable]: আগামী নির্বাচন হতে হবে [416,258,638,284]
article-body [700,468,1042,520]
article [362,1245,692,1655]
article-paragraph: রাজধানীর কারওয়ান বাজারের আলুর আড়তদার জাহাঙ্গীর বলেন, সরকার দাম নির্ধারণের পর বাজারে আলুর সরবরাহ কিছুটা বেড়েছে। পাইকারি পর্যায়ে প্রতি কেজি আলু বিক্রি হচ্ছে ২২ থেকে ২৪ টাকায়। [8,1163,354,1212]
article [8,2061,354,2169]
article [700,784,1042,1030]
article-paragraph: প্রশিক্ষণে রিটার্নিং কর্মকর্তা, সহকারী রিটার্নিং কর্মকর্তা ও নির্বাচন কর্মকর্তারা অংশ নেন। তাঁদের ভোটকেন্দ্র ব্যবস্থাপনা, আচরণবিধি প্রয়োগ ও ফলাফল ঘোষণার বিষয়ে বিস্তারিত প্রশিক্ষণ দেওয়া হয়। [700,720,1042,770]
article-paragraph: আলোচনায় অংশ নিয়ে শিক্ষাবিদ ও বিশ্লেষকেরা বলেন, গণতান্ত্রিক উত্তরণের জন্য স্বাধীন বিচার বিভাগ, নিরপেক্ষ নির্বাচন কমিশন এবং মুক্ত গণমাধ্যম অপরিহার্য। [700,972,1042,1022]
article-body [362,123,692,245]
